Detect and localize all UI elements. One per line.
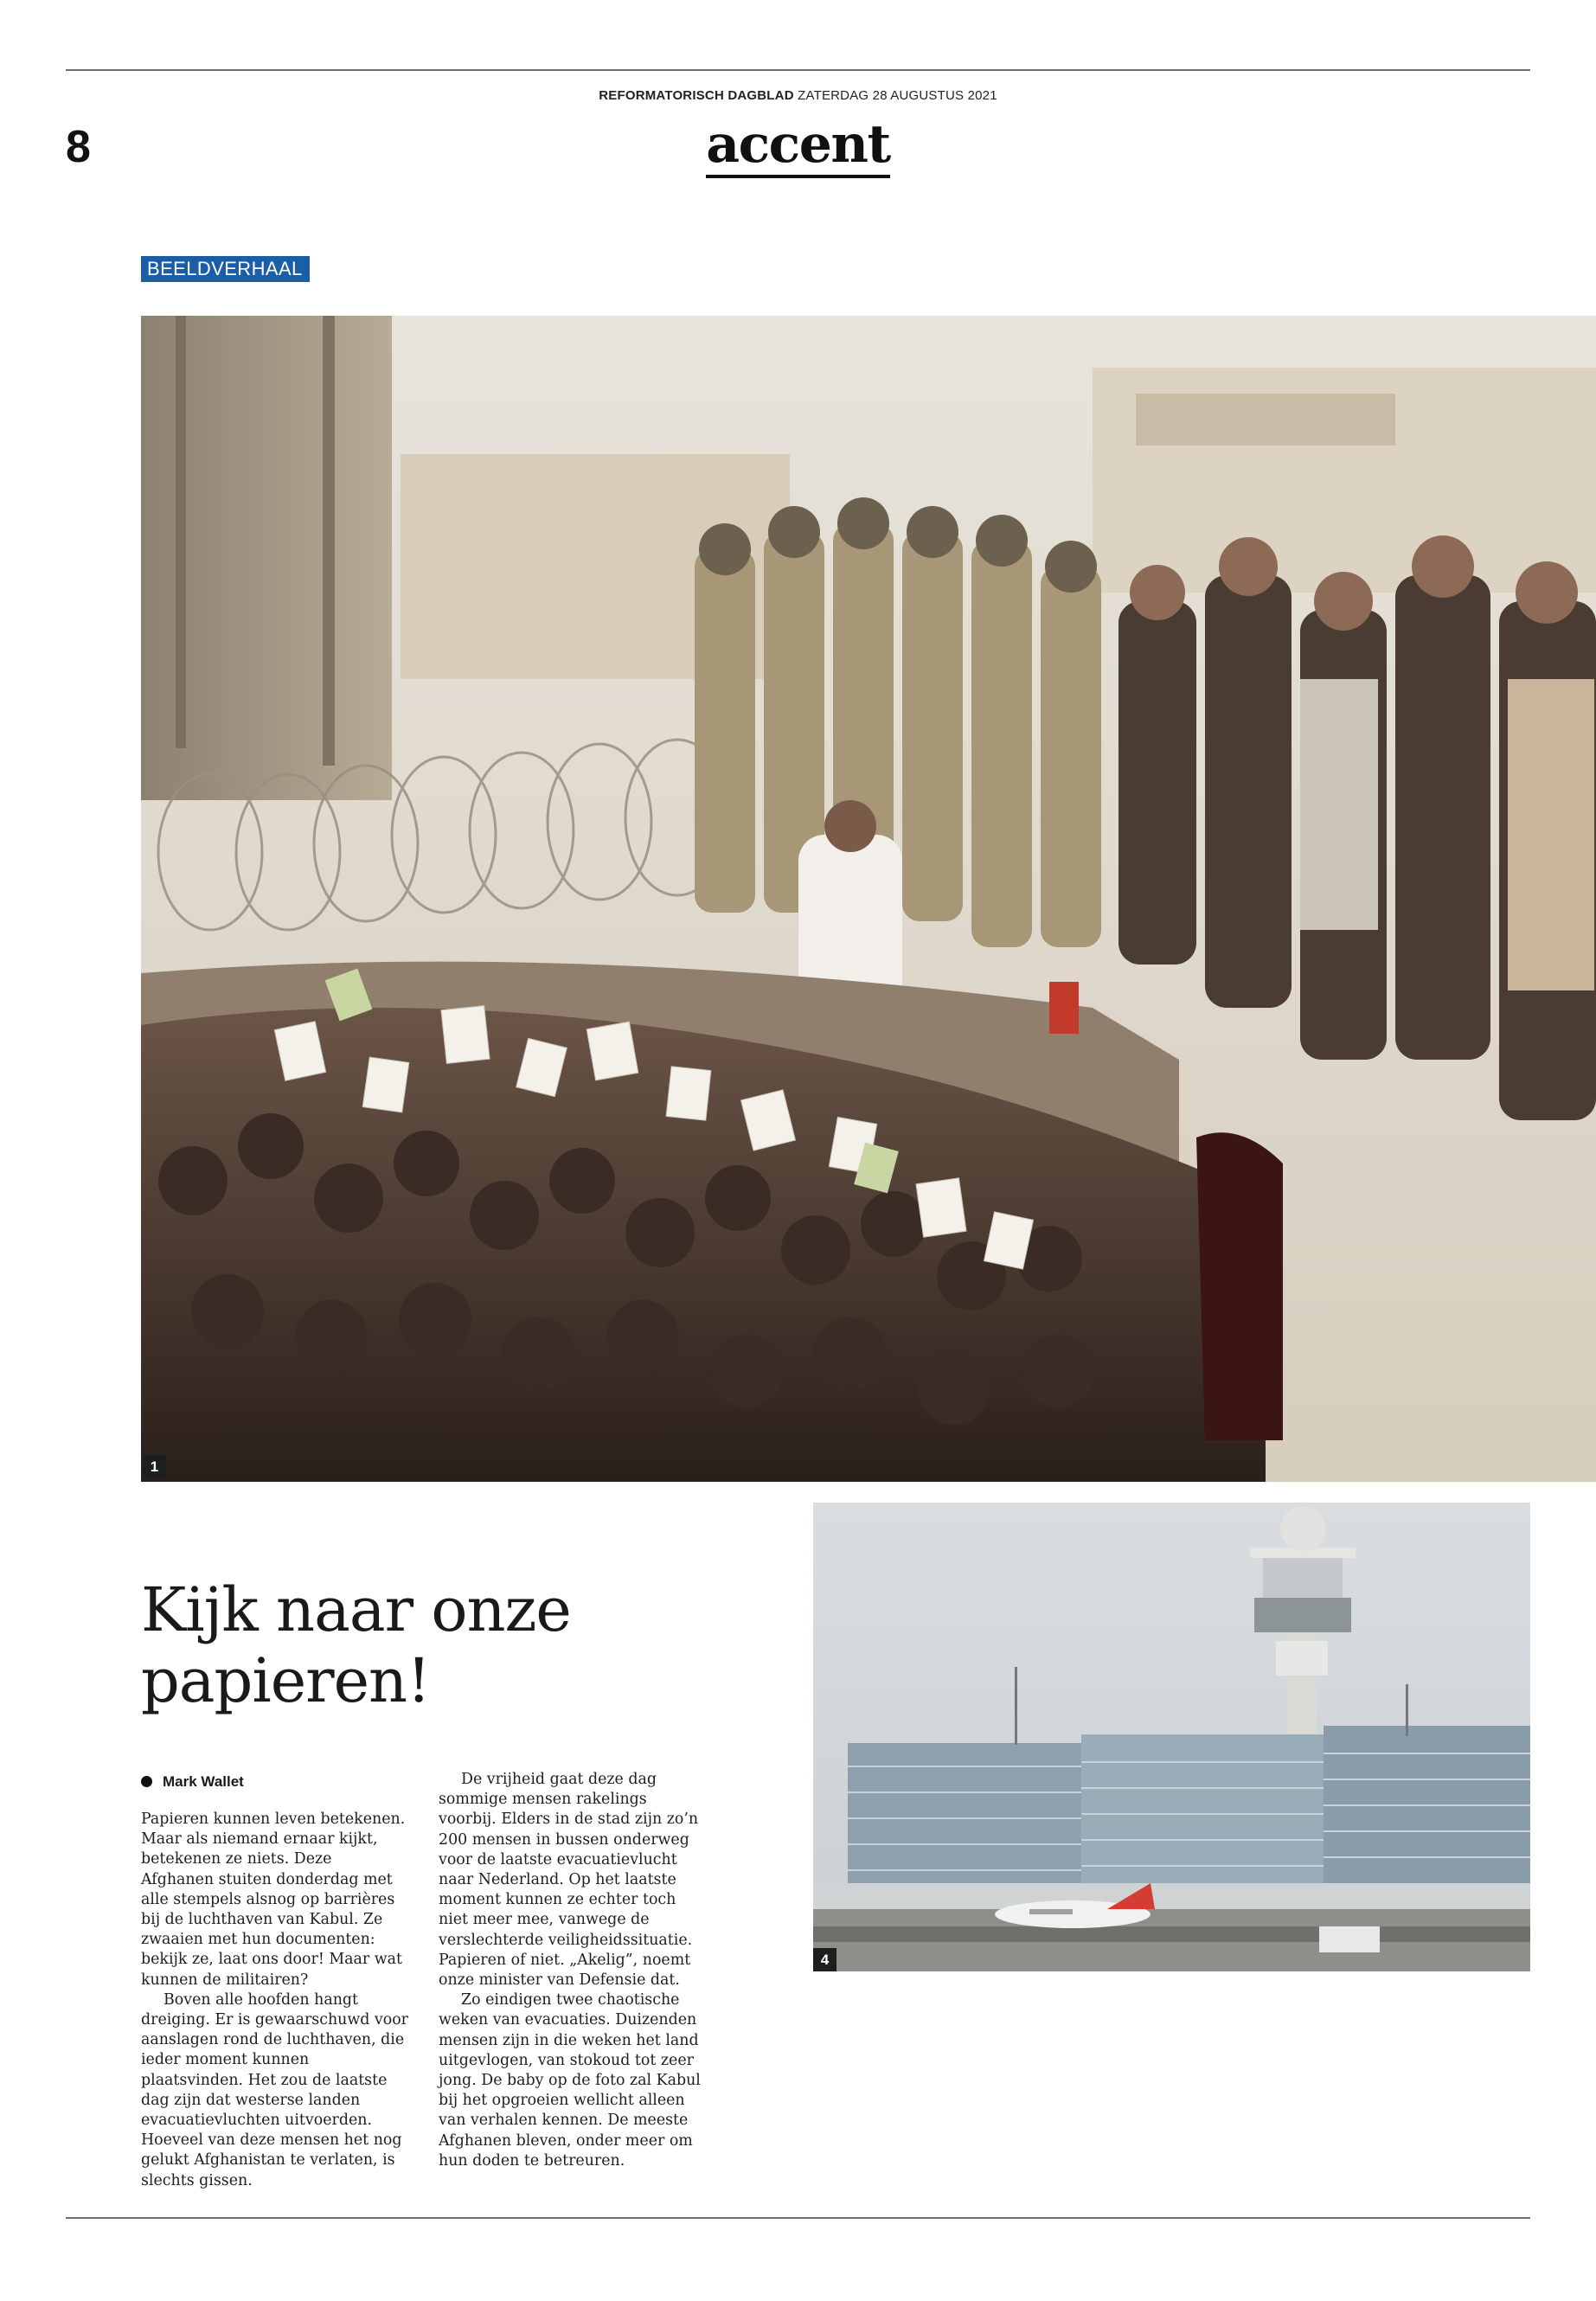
photo-crowd-image — [141, 316, 1596, 1482]
paper-name: REFORMATORISCH DAGBLAD — [599, 88, 794, 103]
photo-number-1: 1 — [143, 1455, 166, 1478]
byline-bullet-icon — [141, 1776, 152, 1787]
photo-number-4: 4 — [813, 1948, 836, 1971]
masthead — [0, 88, 1596, 103]
paragraph: Zo eindigen twee chaotische weken van evacuaties. Duizenden mensen zijn in die weken het land uitgevlogen, van stokoud tot zeer jong. De baby op de foto zal Kabul bij het opgroeien wellicht alleen van verhalen kennen. De meeste Afghanen bleven, onder meer om hun doden te betreuren. — [439, 1991, 701, 2170]
section-title — [0, 114, 1596, 175]
paragraph: Boven alle hoofden hangt dreiging. Er is gewaarschuwd voor aanslagen rond de luchthaven, die ieder moment kunnen plaatsvinden. Het zou de laatste dag zijn dat westerse landen evacuatievluchten uitvoerden. Hoeveel van deze mensen het nog gelukt Afghanistan te verlaten, is slechts gissen. — [141, 1990, 408, 2189]
paragraph: De vrijheid gaat deze dag sommige mensen rakelings voorbij. Elders in de stad zijn zo’n 200 mensen in bussen onderweg voor de laatste evacuatievlucht naar Nederland. Op het laatste moment kunnen ze echter toch niet meer mee, vanwege de verslechterde veiligheidssituatie. Papieren of niet. „Akelig”, noemt onze minister van Defensie dat. — [439, 1771, 699, 1990]
photo-crowd — [141, 316, 1596, 1482]
headline-line-1: Kijk naar onze — [141, 1574, 571, 1645]
author-name: Mark Wallet — [163, 1773, 244, 1790]
body-column-1 — [141, 1810, 409, 2191]
photo-airport — [813, 1503, 1530, 1971]
photo-airport-image — [813, 1503, 1530, 1971]
section-name: accent — [706, 114, 889, 178]
body-column-2 — [439, 1770, 707, 2171]
byline — [141, 1773, 244, 1791]
issue-date: ZATERDAG 28 AUGUSTUS 2021 — [798, 88, 997, 103]
headline — [141, 1574, 677, 1716]
headline-line-2: papieren! — [141, 1645, 431, 1716]
page-number: 8 — [66, 122, 91, 172]
kicker-label: BEELDVERHAAL — [141, 256, 310, 282]
bottom-rule — [66, 2217, 1530, 2219]
top-rule — [66, 69, 1530, 71]
paragraph: Papieren kunnen leven betekenen. Maar als niemand ernaar kijkt, betekenen ze niets. Deze Afghanen stuiten donderdag met alle stempels alsnog op barrières bij de luchthaven van Kabul. Ze zwaaien met hun documenten: bekijk ze, laat ons door! Maar wat kunnen de militairen? — [141, 1811, 406, 1989]
